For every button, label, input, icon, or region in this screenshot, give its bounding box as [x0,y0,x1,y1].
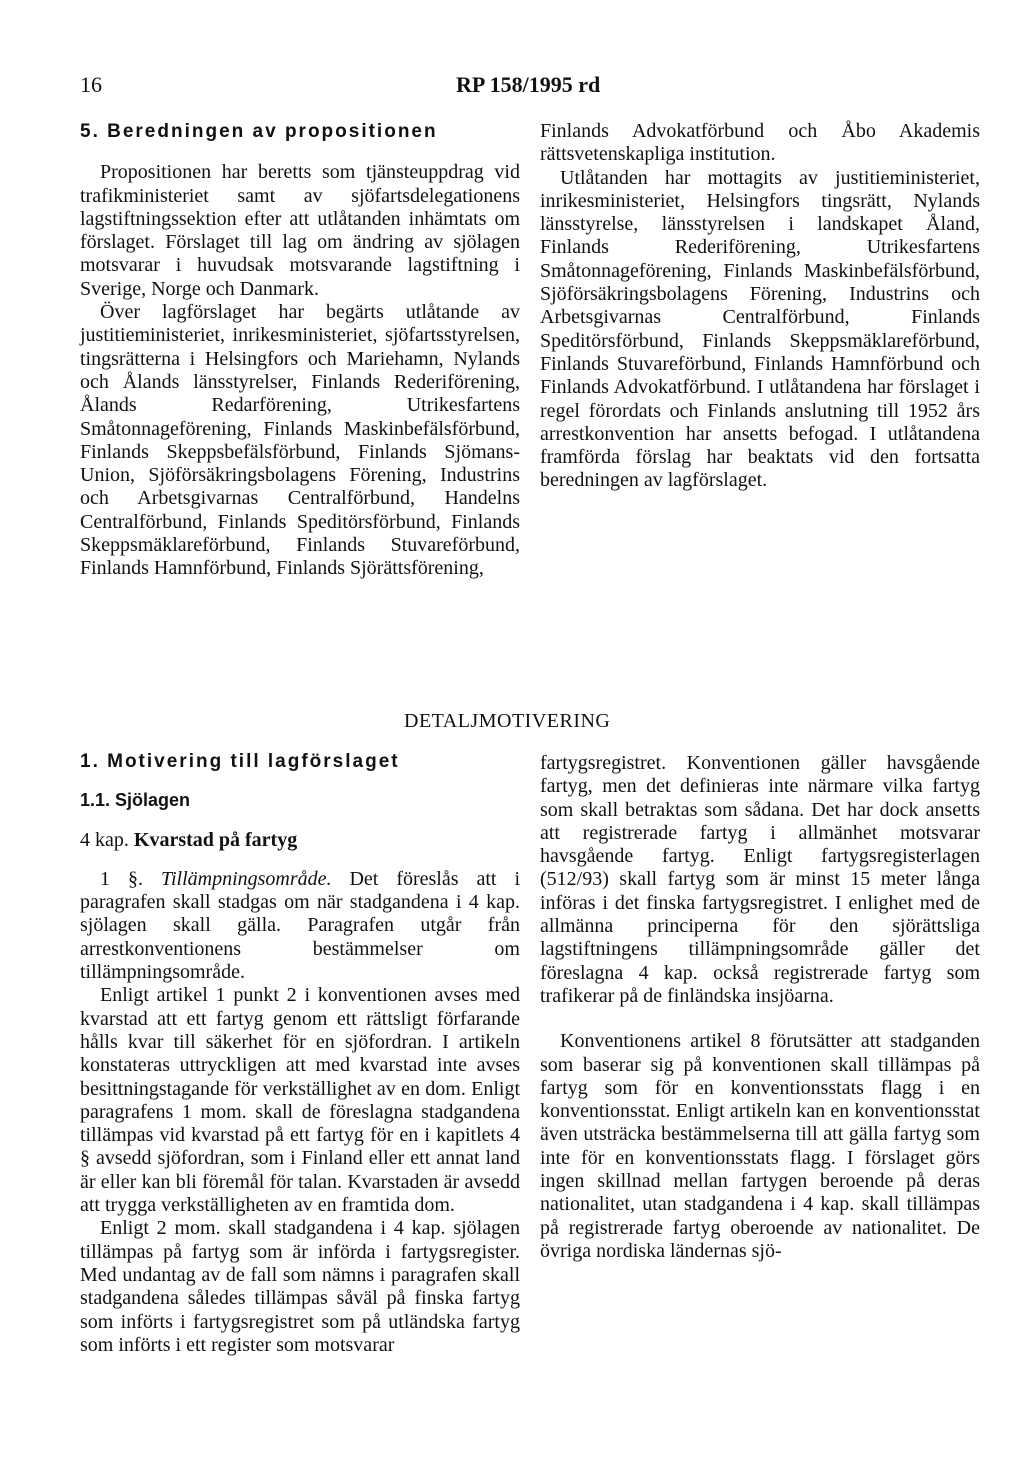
chapter-heading [80,829,520,852]
section-1-heading: 1. Motivering till lagförslaget [80,751,400,772]
section-5-column-right [540,120,980,493]
page-number: 16 [80,72,102,97]
chapter-number: 4 kap. [80,828,129,851]
detail-heading: DETALJMOTIVERING [404,710,611,732]
section-1-column-right [540,752,980,1263]
paragraph-1-label: 1 §. [100,867,143,890]
paragraph-1-text: Det föreslås att i paragrafen skall stadgas om när stadgandena i 4 kap. sjölagen skall gälla. Paragrafen utgår från arrestkonventionens bestämmelser om tillämpningsområde. [80,867,521,984]
paragraph-3: Enligt 2 mom. skall stadgandena i 4 kap. sjölagen tillämpas på fartyg som är införda i fartygsregister. Med undantag av de fall som nämns i paragrafen skall stadgandena således tillämpas såväl på finska fartyg som införts i fartygsregistret som på utländska fartyg som införts i ett register som motsvarar [80,1217,520,1356]
section-5-paragraph-2-continued: Finlands Advokatförbund och Åbo Akademis rättsvetenskapliga institution. [540,120,980,166]
paragraph-1-title: Tillämpningsområde. [160,867,332,890]
section-1-column-left [80,750,520,1357]
paragraph-1 [80,868,520,984]
section-5-heading: 5. Beredningen av propositionen [80,121,438,142]
section-5-paragraph-2: Över lagförslaget har begärts utlåtande av justitieministeriet, inrikesministeriet, sjöfartsstyrelsen, tingsrätterna i Helsingfors och Mariehamn, Nylands och Ålands länsstyrelser, Finlands Rederiförening, Ålands Redarförening, Utrikesfartens Småtonnageförening, Finlands Maskinbefälsförbund, Finlands Skeppsbefälsförbund, Finlands Sjömans-Union, Sjöförsäkringsbolagens Förening, Industrins och Arbetsgivarnas Centralförbund, Handelns Centralförbund, Finlands Speditörsförbund, Finlands Skeppsmäklareförbund, Finlands Stuvareförbund, Finlands Hamnförbund, Finlands Sjörättsförening, [80,301,520,580]
section-5-paragraph-1: Propositionen har beretts som tjänsteuppdrag vid trafikministeriet samt av sjöfartsdelegationens lagstiftningssektion efter att utlåtanden inhämtats om förslaget. Förslaget till lag om ändring av sjölagen motsvarar i huvudsak motsvarande lagstiftning i Sverige, Norge och Danmark. [80,161,520,300]
paragraph-3-continued: fartygsregistret. Konventionen gäller havsgående fartyg, men det definieras inte närmare vilka fartyg som skall betraktas som sådana. Det har dock ansetts att registrerade fartyg i allmänhet motsvarar havsgående fartyg. Enligt fartygsregisterlagen (512/93) skall fartyg som är minst 15 meter långa införas i det finska fartygsregistret. I enlighet med de allmänna principerna för den sjörättsliga lagstiftningens tillämpningsområde gäller det föreslagna 4 kap. också registrerade fartyg som trafikerar på de finländska insjöarna. [540,752,980,1007]
section-5-paragraph-3: Utlåtanden har mottagits av justitieministeriet, inrikesministeriet, Helsingfors tingsrätt, Nylands länsstyrelse, länsstyrelsen i landskapet Åland, Finlands Rederiförening, Utrikesfartens Småtonnageförening, Finlands Maskinbefälsförbund, Sjöförsäkringsbolagens Förening, Industrins och Arbetsgivarnas Centralförbund, Finlands Speditörsförbund, Finlands Skeppsmäklareförbund, Finlands Stuvareförbund, Finlands Hamnförbund och Finlands Advokatförbund. I utlåtandena har förslaget i regel förordats och Finlands anslutning till 1952 års arrestkonvention har ansetts befogad. I utlåtandena framförda förslag har beaktats vid den fortsatta beredningen av lagförslaget. [540,166,980,492]
paragraph-4: Konventionens artikel 8 förutsätter att stadganden som baserar sig på konventionen skall tillämpas på fartyg som för en konventionsstats flagg i en konventionsstat. Enligt artikeln kan en konventionsstat även utsträcka bestämmelserna till att gälla fartyg som inte för en konventionsstats flagg. I förslaget görs ingen skillnad mellan fartygen beroende på deras nationalitet, utan stadgandena i 4 kap. skall tillämpas på registrerade fartyg oberoende av nationalitet. De övriga nordiska ländernas sjö- [540,1030,980,1262]
paragraph-2: Enligt artikel 1 punkt 2 i konventionen avses med kvarstad att ett fartyg genom ett rättsligt förfarande hålls kvar till säkerhet för en sjöfordran. I artikeln konstateras uttryckligen att med kvarstad inte avses besittningstagande för verkställighet av en dom. Enligt paragrafens 1 mom. skall de föreslagna stadgandena tillämpas vid kvarstad på ett fartyg för en i kapitlets 4 § avsedd sjöfordran, som i Finland eller ett annat land är eller kan bli föremål för talan. Kvarstaden är avsedd att trygga verkställigheten av en framtida dom. [80,984,520,1217]
section-5-paragraph-2-start [80,301,520,581]
chapter-title: Kvarstad på fartyg [133,828,298,851]
running-head: RP 158/1995 rd [456,72,601,97]
section-5-column-left [80,120,520,581]
section-1-1-subheading: 1.1. Sjölagen [80,790,191,811]
